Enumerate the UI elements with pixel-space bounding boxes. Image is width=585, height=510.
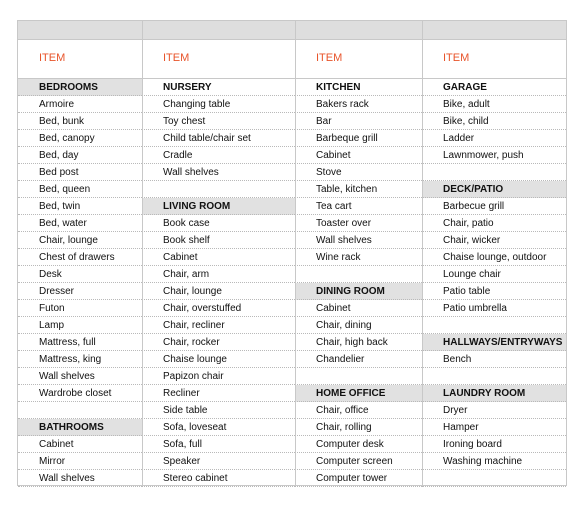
- empty-cell[interactable]: [295, 266, 422, 283]
- item-cell[interactable]: Chair, rocker: [142, 334, 295, 351]
- item-cell[interactable]: Cradle: [142, 147, 295, 164]
- item-cell[interactable]: Bike, child: [422, 113, 566, 130]
- empty-cell[interactable]: [422, 164, 566, 181]
- item-cell[interactable]: Dryer: [422, 402, 566, 419]
- column-3: [295, 40, 422, 487]
- item-cell[interactable]: Book shelf: [142, 232, 295, 249]
- item-cell[interactable]: Wardrobe closet: [18, 385, 142, 402]
- item-cell[interactable]: Book case: [142, 215, 295, 232]
- item-cell[interactable]: Barbecue grill: [422, 198, 566, 215]
- item-cell[interactable]: Sofa, loveseat: [142, 419, 295, 436]
- item-cell[interactable]: Bar: [295, 113, 422, 130]
- item-cell[interactable]: Bed post: [18, 164, 142, 181]
- section-heading[interactable]: DINING ROOM: [295, 283, 422, 300]
- item-cell[interactable]: Dresser: [18, 283, 142, 300]
- item-cell[interactable]: Chair, wicker: [422, 232, 566, 249]
- item-cell[interactable]: Ladder: [422, 130, 566, 147]
- empty-cell[interactable]: [422, 368, 566, 385]
- item-cell[interactable]: Child table/chair set: [142, 130, 295, 147]
- section-heading[interactable]: HOME OFFICE: [295, 385, 422, 402]
- item-cell[interactable]: Ironing board: [422, 436, 566, 453]
- item-cell[interactable]: Lamp: [18, 317, 142, 334]
- section-heading[interactable]: GARAGE: [422, 79, 566, 96]
- item-cell[interactable]: Lawnmower, push: [422, 147, 566, 164]
- item-cell[interactable]: Bed, twin: [18, 198, 142, 215]
- item-cell[interactable]: Papizon chair: [142, 368, 295, 385]
- item-cell[interactable]: Chair, lounge: [142, 283, 295, 300]
- column-header: ITEM: [295, 40, 422, 79]
- empty-cell[interactable]: [18, 402, 142, 419]
- item-cell[interactable]: Chair, lounge: [18, 232, 142, 249]
- item-cell[interactable]: Sofa, full: [142, 436, 295, 453]
- item-cell[interactable]: Stereo cabinet: [142, 470, 295, 487]
- section-heading[interactable]: HALLWAYS/ENTRYWAYS: [422, 334, 566, 351]
- item-cell[interactable]: Computer tower: [295, 470, 422, 487]
- item-cell[interactable]: Futon: [18, 300, 142, 317]
- item-cell[interactable]: Bakers rack: [295, 96, 422, 113]
- item-cell[interactable]: Tea cart: [295, 198, 422, 215]
- item-cell[interactable]: Patio umbrella: [422, 300, 566, 317]
- column-header: ITEM: [18, 40, 142, 79]
- item-cell[interactable]: Wall shelves: [295, 232, 422, 249]
- column-divider: [142, 20, 143, 485]
- item-cell[interactable]: Computer screen: [295, 453, 422, 470]
- item-cell[interactable]: Chaise lounge: [142, 351, 295, 368]
- item-cell[interactable]: Mattress, king: [18, 351, 142, 368]
- item-cell[interactable]: Armoire: [18, 96, 142, 113]
- item-cell[interactable]: Bed, canopy: [18, 130, 142, 147]
- empty-cell[interactable]: [422, 317, 566, 334]
- item-cell[interactable]: Chair, arm: [142, 266, 295, 283]
- item-cell[interactable]: Cabinet: [142, 249, 295, 266]
- sheet-top-bar: [18, 20, 566, 40]
- item-cell[interactable]: Stove: [295, 164, 422, 181]
- item-cell[interactable]: Toy chest: [142, 113, 295, 130]
- item-cell[interactable]: Washing machine: [422, 453, 566, 470]
- item-cell[interactable]: Wall shelves: [18, 470, 142, 487]
- item-cell[interactable]: Recliner: [142, 385, 295, 402]
- item-cell[interactable]: Chest of drawers: [18, 249, 142, 266]
- item-cell[interactable]: Cabinet: [295, 300, 422, 317]
- item-cell[interactable]: Speaker: [142, 453, 295, 470]
- item-cell[interactable]: Barbeque grill: [295, 130, 422, 147]
- inventory-sheet: [17, 20, 567, 486]
- item-cell[interactable]: Bed, queen: [18, 181, 142, 198]
- column-divider: [295, 20, 296, 485]
- item-cell[interactable]: Bed, bunk: [18, 113, 142, 130]
- item-cell[interactable]: Chandelier: [295, 351, 422, 368]
- empty-cell[interactable]: [422, 470, 566, 487]
- item-cell[interactable]: Changing table: [142, 96, 295, 113]
- column-4: [422, 40, 566, 487]
- section-heading[interactable]: KITCHEN: [295, 79, 422, 96]
- item-cell[interactable]: Chair, dining: [295, 317, 422, 334]
- column-divider: [422, 20, 423, 485]
- item-cell[interactable]: Hamper: [422, 419, 566, 436]
- section-heading[interactable]: LAUNDRY ROOM: [422, 385, 566, 402]
- column-header: ITEM: [142, 40, 295, 79]
- item-cell[interactable]: Bed, water: [18, 215, 142, 232]
- item-cell[interactable]: Wall shelves: [18, 368, 142, 385]
- item-cell[interactable]: Chair, recliner: [142, 317, 295, 334]
- item-cell[interactable]: Bed, day: [18, 147, 142, 164]
- item-cell[interactable]: Desk: [18, 266, 142, 283]
- item-cell[interactable]: Cabinet: [295, 147, 422, 164]
- item-cell[interactable]: Chair, overstuffed: [142, 300, 295, 317]
- section-heading[interactable]: BATHROOMS: [18, 419, 142, 436]
- item-cell[interactable]: Computer desk: [295, 436, 422, 453]
- column-header: ITEM: [422, 40, 566, 79]
- item-cell[interactable]: Cabinet: [18, 436, 142, 453]
- item-cell[interactable]: Chair, high back: [295, 334, 422, 351]
- item-cell[interactable]: Mattress, full: [18, 334, 142, 351]
- item-cell[interactable]: Chair, rolling: [295, 419, 422, 436]
- item-cell[interactable]: Table, kitchen: [295, 181, 422, 198]
- item-cell[interactable]: Chair, patio: [422, 215, 566, 232]
- column-1: [18, 40, 142, 487]
- item-cell[interactable]: Patio table: [422, 283, 566, 300]
- item-cell[interactable]: Bench: [422, 351, 566, 368]
- section-heading[interactable]: LIVING ROOM: [142, 198, 295, 215]
- item-cell[interactable]: Side table: [142, 402, 295, 419]
- section-heading[interactable]: DECK/PATIO: [422, 181, 566, 198]
- section-heading[interactable]: NURSERY: [142, 79, 295, 96]
- item-cell[interactable]: Bike, adult: [422, 96, 566, 113]
- item-cell[interactable]: Chair, office: [295, 402, 422, 419]
- item-cell[interactable]: Toaster over: [295, 215, 422, 232]
- item-cell[interactable]: Chaise lounge, outdoor: [422, 249, 566, 266]
- item-cell[interactable]: Wall shelves: [142, 164, 295, 181]
- item-cell[interactable]: Lounge chair: [422, 266, 566, 283]
- empty-cell[interactable]: [295, 368, 422, 385]
- item-cell[interactable]: Wine rack: [295, 249, 422, 266]
- item-cell[interactable]: Mirror: [18, 453, 142, 470]
- section-heading[interactable]: BEDROOMS: [18, 79, 142, 96]
- empty-cell[interactable]: [142, 181, 295, 198]
- column-2: [142, 40, 295, 487]
